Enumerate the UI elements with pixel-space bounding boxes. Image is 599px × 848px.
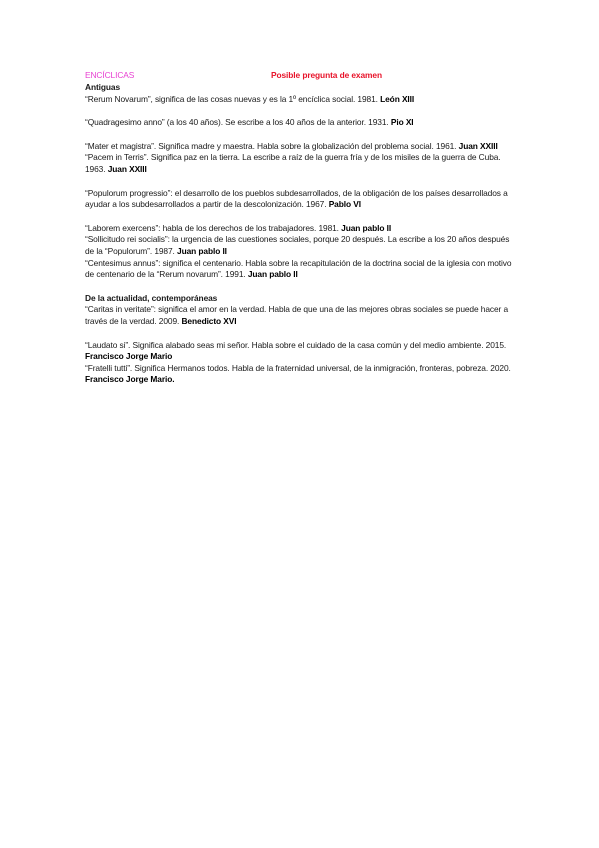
section-heading-antiguas: Antiguas — [85, 82, 121, 92]
entry-text: “Fratelli tutti”. Significa Hermanos todos. Habla de la fraternidad universal, de la inmigración, fronteras, pobreza. 2020. — [85, 362, 511, 373]
entry-author: Francisco Jorge Mario — [85, 351, 173, 362]
entry-text: “Mater et magistra”. Significa madre y maestra. Habla sobre la globalización del problema social. 1961. — [85, 140, 457, 151]
entry-populorum-progressio — [85, 188, 515, 211]
entry-quadragesimo-anno — [85, 117, 515, 129]
entry-pacem-in-terris — [85, 152, 515, 175]
spacer — [85, 129, 515, 141]
entry-caritas-in-veritate — [85, 304, 515, 327]
entry-laborem-exercens — [85, 223, 515, 235]
encyclicals-title: ENCÍCLICAS — [85, 70, 135, 80]
entry-author: Juan pablo II — [247, 269, 298, 280]
spacer — [85, 105, 515, 117]
entry-rerum-novarum — [85, 94, 515, 106]
entry-author: Pio XI — [390, 117, 414, 128]
entry-sollicitudo-rei-socialis — [85, 234, 515, 257]
entry-fratelli-tutti — [85, 363, 515, 386]
entry-laudato-si — [85, 340, 515, 363]
entry-author: Pablo VI — [328, 199, 361, 210]
document-header — [85, 70, 515, 82]
entry-text: “Centesimus annus”: significa el centenario. Habla sobre la recapitulación de la doctrina social de la iglesia con motivo de centenario de la “Rerum novarum”. 1991. — [85, 257, 512, 280]
entry-author: León XIII — [380, 93, 415, 104]
spacer — [85, 176, 515, 188]
document-page — [85, 70, 515, 386]
entry-author: Benedicto XVI — [181, 315, 237, 326]
entry-author: Juan XXIII — [458, 140, 498, 151]
entry-text: “Populorum progressio”: el desarrollo de los pueblos subdesarrollados, de la obligación de los países desarrollados a ayudar a los subdesarrollados a partir de la descolonización. 1967. — [85, 187, 508, 210]
entry-author: Juan pablo II — [177, 245, 227, 256]
entry-author: Francisco Jorge Mario. — [85, 374, 175, 385]
exam-question-title: Posible pregunta de examen — [271, 70, 382, 80]
spacer — [85, 211, 515, 223]
entry-author: Juan pablo II — [341, 222, 392, 233]
entry-text: “Rerum Novarum”, significa de las cosas nuevas y es la 1º encíclica social. 1981. — [85, 93, 378, 104]
entry-text: “Sollicitudo rei socialis”: la urgencia de las cuestiones sociales, porque 20 después. La escribe a los 20 años después de la “Populorum”. 1987. — [85, 234, 510, 256]
section-heading-contemporaneas: De la actualidad, contemporáneas — [85, 292, 218, 303]
entry-text: “Caritas in veritate”: significa el amor en la verdad. Habla de que una de las mejores obras sociales se puede hacer a través de la verdad. 2009. — [85, 304, 509, 326]
spacer — [85, 281, 515, 293]
entry-text: “Pacem in Terris”. Significa paz en la tierra. La escribe a raíz de la guerra fría y de los misiles de la guerra de Cuba. 1963. — [85, 152, 501, 174]
entry-text: “Quadragesimo anno” (a los 40 años). Se escribe a los 40 años de la anterior. 1931. — [85, 117, 389, 128]
entry-text: “Laborem exercens”: habla de los derechos de los trabajadores. 1981. — [85, 222, 339, 233]
entry-author: Juan XXIII — [107, 163, 147, 174]
entry-mater-et-magistra — [85, 141, 515, 153]
spacer — [85, 328, 515, 340]
entry-centesimus-annus — [85, 258, 515, 281]
entry-text: “Laudato si”. Significa alabado seas mi señor. Habla sobre el cuidado de la casa común y del medio ambiente. 2015. — [85, 339, 507, 350]
